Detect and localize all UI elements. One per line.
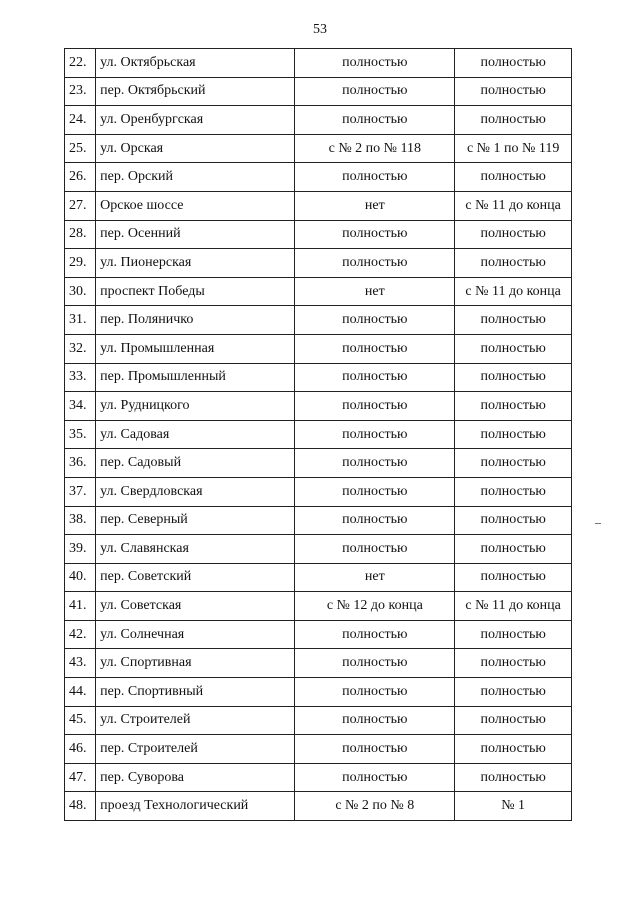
street-table: [64, 48, 572, 821]
street-name: пер. Спортивный: [96, 678, 295, 707]
street-name: ул. Солнечная: [96, 620, 295, 649]
odd-side-range: полностью: [455, 735, 572, 764]
row-number: 40.: [65, 563, 96, 592]
odd-side-range: полностью: [455, 334, 572, 363]
row-number: 48.: [65, 792, 96, 821]
row-number: 36.: [65, 449, 96, 478]
odd-side-range: полностью: [455, 77, 572, 106]
odd-side-range: полностью: [455, 535, 572, 564]
table-row: [65, 191, 572, 220]
even-side-range: полностью: [295, 477, 455, 506]
odd-side-range: с № 1 по № 119: [455, 134, 572, 163]
street-name: ул. Оренбургская: [96, 106, 295, 135]
row-number: 30.: [65, 277, 96, 306]
row-number: 23.: [65, 77, 96, 106]
street-name: ул. Славянская: [96, 535, 295, 564]
even-side-range: с № 2 по № 118: [295, 134, 455, 163]
table-row: [65, 392, 572, 421]
odd-side-range: полностью: [455, 620, 572, 649]
street-name: пер. Осенний: [96, 220, 295, 249]
table-row: [65, 563, 572, 592]
street-name: ул. Садовая: [96, 420, 295, 449]
odd-side-range: полностью: [455, 506, 572, 535]
even-side-range: полностью: [295, 706, 455, 735]
even-side-range: полностью: [295, 249, 455, 278]
row-number: 34.: [65, 392, 96, 421]
street-name: пер. Северный: [96, 506, 295, 535]
row-number: 46.: [65, 735, 96, 764]
table-row: [65, 363, 572, 392]
table-row: [65, 49, 572, 78]
scan-mark: [595, 523, 601, 524]
table-row: [65, 106, 572, 135]
table-row: [65, 306, 572, 335]
odd-side-range: с № 11 до конца: [455, 592, 572, 621]
even-side-range: полностью: [295, 334, 455, 363]
street-name: ул. Свердловская: [96, 477, 295, 506]
row-number: 37.: [65, 477, 96, 506]
even-side-range: полностью: [295, 735, 455, 764]
page-number: 53: [313, 22, 327, 37]
table-row: [65, 763, 572, 792]
odd-side-range: полностью: [455, 706, 572, 735]
street-name: Орское шоссе: [96, 191, 295, 220]
row-number: 41.: [65, 592, 96, 621]
row-number: 39.: [65, 535, 96, 564]
odd-side-range: полностью: [455, 306, 572, 335]
street-name: пер. Поляничко: [96, 306, 295, 335]
street-name: ул. Пионерская: [96, 249, 295, 278]
table-row: [65, 678, 572, 707]
street-name: пер. Суворова: [96, 763, 295, 792]
street-name: пер. Октябрьский: [96, 77, 295, 106]
odd-side-range: полностью: [455, 49, 572, 78]
table-row: [65, 77, 572, 106]
row-number: 45.: [65, 706, 96, 735]
table-row: [65, 334, 572, 363]
odd-side-range: полностью: [455, 220, 572, 249]
street-name: ул. Советская: [96, 592, 295, 621]
row-number: 43.: [65, 649, 96, 678]
even-side-range: полностью: [295, 449, 455, 478]
odd-side-range: полностью: [455, 763, 572, 792]
table-row: [65, 420, 572, 449]
odd-side-range: полностью: [455, 249, 572, 278]
odd-side-range: полностью: [455, 392, 572, 421]
odd-side-range: полностью: [455, 563, 572, 592]
street-name: пер. Советский: [96, 563, 295, 592]
even-side-range: полностью: [295, 306, 455, 335]
even-side-range: с № 2 по № 8: [295, 792, 455, 821]
table-row: [65, 249, 572, 278]
row-number: 24.: [65, 106, 96, 135]
table-row: [65, 449, 572, 478]
street-name: ул. Октябрьская: [96, 49, 295, 78]
odd-side-range: с № 11 до конца: [455, 277, 572, 306]
row-number: 22.: [65, 49, 96, 78]
street-name: проезд Технологический: [96, 792, 295, 821]
even-side-range: нет: [295, 277, 455, 306]
row-number: 33.: [65, 363, 96, 392]
even-side-range: нет: [295, 191, 455, 220]
even-side-range: полностью: [295, 49, 455, 78]
row-number: 27.: [65, 191, 96, 220]
table-row: [65, 792, 572, 821]
even-side-range: нет: [295, 563, 455, 592]
row-number: 32.: [65, 334, 96, 363]
street-name: пер. Садовый: [96, 449, 295, 478]
row-number: 29.: [65, 249, 96, 278]
street-name: ул. Промышленная: [96, 334, 295, 363]
row-number: 28.: [65, 220, 96, 249]
even-side-range: полностью: [295, 420, 455, 449]
even-side-range: полностью: [295, 620, 455, 649]
odd-side-range: полностью: [455, 678, 572, 707]
table-row: [65, 163, 572, 192]
table-row: [65, 134, 572, 163]
even-side-range: полностью: [295, 678, 455, 707]
table-row: [65, 649, 572, 678]
table-row: [65, 535, 572, 564]
odd-side-range: № 1: [455, 792, 572, 821]
table-row: [65, 735, 572, 764]
table-row: [65, 706, 572, 735]
odd-side-range: полностью: [455, 106, 572, 135]
even-side-range: с № 12 до конца: [295, 592, 455, 621]
row-number: 47.: [65, 763, 96, 792]
even-side-range: полностью: [295, 649, 455, 678]
table-row: [65, 277, 572, 306]
odd-side-range: полностью: [455, 477, 572, 506]
street-name: ул. Спортивная: [96, 649, 295, 678]
street-name: ул. Орская: [96, 134, 295, 163]
street-name: ул. Строителей: [96, 706, 295, 735]
row-number: 44.: [65, 678, 96, 707]
table-row: [65, 220, 572, 249]
street-name: пер. Орский: [96, 163, 295, 192]
even-side-range: полностью: [295, 106, 455, 135]
odd-side-range: полностью: [455, 449, 572, 478]
row-number: 38.: [65, 506, 96, 535]
table-row: [65, 477, 572, 506]
even-side-range: полностью: [295, 392, 455, 421]
street-name: пер. Строителей: [96, 735, 295, 764]
street-name: пер. Промышленный: [96, 363, 295, 392]
odd-side-range: полностью: [455, 363, 572, 392]
table-row: [65, 592, 572, 621]
even-side-range: полностью: [295, 506, 455, 535]
even-side-range: полностью: [295, 220, 455, 249]
street-table-body: [65, 49, 572, 821]
row-number: 35.: [65, 420, 96, 449]
table-row: [65, 620, 572, 649]
row-number: 25.: [65, 134, 96, 163]
row-number: 26.: [65, 163, 96, 192]
street-name: проспект Победы: [96, 277, 295, 306]
odd-side-range: полностью: [455, 649, 572, 678]
odd-side-range: полностью: [455, 420, 572, 449]
even-side-range: полностью: [295, 363, 455, 392]
row-number: 42.: [65, 620, 96, 649]
table-row: [65, 506, 572, 535]
odd-side-range: с № 11 до конца: [455, 191, 572, 220]
even-side-range: полностью: [295, 163, 455, 192]
even-side-range: полностью: [295, 763, 455, 792]
row-number: 31.: [65, 306, 96, 335]
even-side-range: полностью: [295, 77, 455, 106]
street-name: ул. Рудницкого: [96, 392, 295, 421]
odd-side-range: полностью: [455, 163, 572, 192]
even-side-range: полностью: [295, 535, 455, 564]
